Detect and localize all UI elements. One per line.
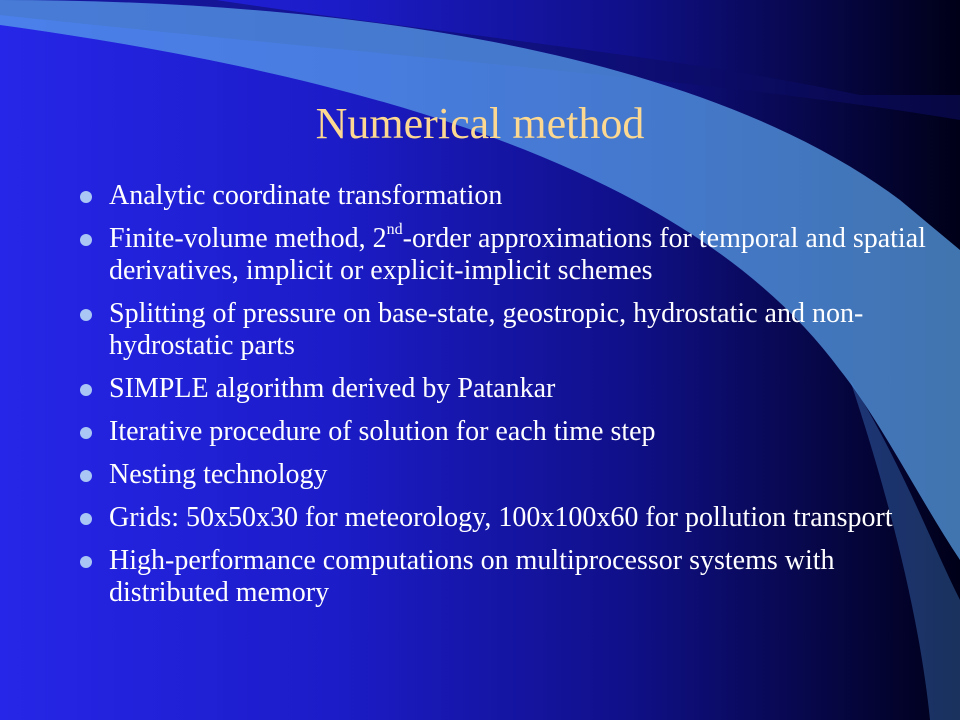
bullet-list	[80, 180, 950, 620]
bullet-text: Iterative procedure of solution for each time step	[109, 416, 656, 447]
bullet-text-pre: Finite-volume method, 2	[109, 223, 387, 254]
bullet-text	[109, 220, 950, 287]
bullet-text: SIMPLE algorithm derived by Patankar	[109, 373, 556, 404]
bullet-text: Grids: 50x50x30 for meteorology, 100x100x60 for pollution transport	[109, 502, 893, 533]
bullet-dot-icon	[80, 191, 92, 203]
bullet-dot-icon	[80, 384, 92, 396]
bullet-dot-icon	[80, 556, 92, 568]
list-item	[80, 180, 950, 212]
bullet-dot-icon	[80, 513, 92, 525]
bullet-dot-icon	[80, 427, 92, 439]
bullet-text: Nesting technology	[109, 459, 328, 490]
slide-title: Numerical method	[315, 99, 645, 148]
bullet-text: Splitting of pressure on base-state, geostropic, hydrostatic and non-hydrostatic parts	[109, 298, 864, 361]
list-item	[80, 416, 950, 448]
bullet-dot-icon	[80, 309, 92, 321]
bullet-dot-icon	[80, 470, 92, 482]
bullet-dot-icon	[80, 234, 92, 246]
list-item	[80, 545, 950, 609]
list-item	[80, 459, 950, 491]
list-item	[80, 373, 950, 405]
bullet-text: Analytic coordinate transformation	[109, 180, 503, 211]
bullet-text-post: -order approximations for temporal and spatial derivatives, implicit or explicit-implicit schemes	[109, 223, 926, 286]
bullet-text: High-performance computations on multiprocessor systems with distributed memory	[109, 545, 835, 608]
list-item	[80, 502, 950, 534]
list-item	[80, 220, 950, 287]
superscript: nd	[386, 220, 403, 238]
list-item	[80, 298, 950, 362]
